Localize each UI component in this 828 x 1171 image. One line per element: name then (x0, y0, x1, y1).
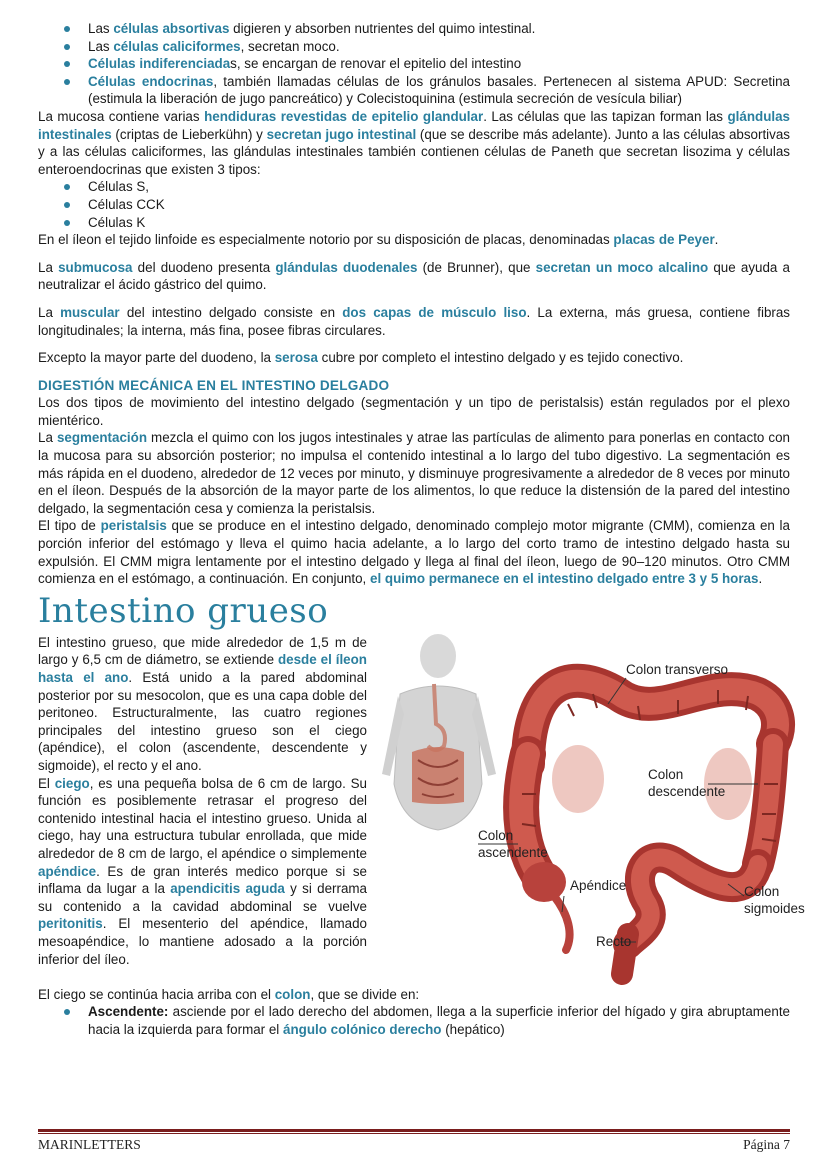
label-colon-descendente-2: descendente (648, 783, 726, 799)
label-colon-sigmoides-1: Colon (744, 883, 780, 899)
paragraph-segmentacion: La segmentación mezcla el quimo con los jugos intestinales y atrae las partículas de alimento para ponerlas en contacto con la mucosa para su absorción posterior; no impulsa el contenido intestinal a lo largo del tubo digestivo. La segmentación es más rápida en el duodeno, alrededor de 12 veces por minuto, y disminuye progresivamente a alrededor de 8 veces por minuto en el íleon. Después de la absorción de la mayor parte de los alimentos, lo que reduce la distensión de la pared del intestino delgado, la segmentación cesa y comienza la peristalsis. (38, 430, 791, 516)
list-item: Células endocrinas, también llamadas células de los gránulos basales. Pertenecen al sistema APUD: Secretina (estimula la liberación de jugo pancreático) y Colecistoquinina (estimula secreción de vesícula biliar) (88, 73, 790, 107)
text-column (38, 634, 367, 968)
label-colon-transverso: Colon transverso (626, 661, 729, 677)
list-item: Células indiferenciadas, se encargan de renovar el epitelio del intestino (88, 55, 790, 73)
section-heading: DIGESTIÓN MECÁNICA EN EL INTESTINO DELGADO (38, 377, 390, 393)
cell-type-list (38, 178, 790, 231)
colon-diagram (378, 634, 805, 984)
paragraph-ileon: En el íleon el tejido linfoide es especialmente notorio por su disposición de placas, denominadas placas de Peyer. (38, 232, 719, 248)
paragraph-digestion-1: Los dos tipos de movimiento del intestino delgado (segmentación y un tipo de peristalsis) están regulados por el plexo mientérico. (38, 395, 790, 428)
large-intestine-icon (521, 681, 778, 974)
paragraph-muscular: La muscular del intestino delgado consiste en dos capas de músculo liso. La externa, más gruesa, contiene fibras longitudinales; la interna, más fina, posee fibras circulares. (38, 304, 790, 338)
footer-brand: MARINLETTERS (38, 1137, 141, 1152)
colon-parts-list (38, 1003, 790, 1038)
paragraph-serosa: Excepto la mayor parte del duodeno, la serosa cubre por completo el intestino delgado y es tejido conectivo. (38, 350, 684, 366)
label-colon-ascendente-1: Colon (478, 827, 514, 843)
intestino-grueso-section (38, 634, 805, 986)
list-item: Ascendente: asciende por el lado derecho del abdomen, llega a la superficie inferior del hígado y gira abruptamente hacia la izquierda para formar el ángulo colónico derecho (hepático) (88, 1004, 790, 1037)
label-colon-sigmoides-2: sigmoides (744, 900, 805, 916)
page-title: Intestino grueso (38, 590, 329, 631)
cell-list-top (38, 20, 790, 108)
paragraph-grueso-1: El intestino grueso, que mide alrededor de 1,5 m de largo y 6,5 cm de diámetro, se extiende desde el íleon hasta el ano. Está unido a la pared abdominal posterior por su mesocolon, que es una capa doble del peritoneo. Estructuralmente, las cuatro regiones principales del intestino grueso son el ciego (apéndice), el colon (ascendente, descendente y sigmoide), el recto y el ano. (38, 634, 367, 773)
page-number: Página 7 (743, 1137, 790, 1152)
label-recto: Recto (596, 933, 632, 949)
list-item: Células S, (88, 178, 790, 196)
body-silhouette-icon (382, 634, 496, 830)
colon-illustration (378, 634, 805, 984)
label-colon-descendente-1: Colon (648, 766, 684, 782)
paragraph-submucosa: La submucosa del duodeno presenta glándulas duodenales (de Brunner), que secretan un moco alcalino que ayuda a neutralizar el ácido gástrico del quimo. (38, 259, 790, 293)
list-item: Las células caliciformes, secretan moco. (88, 38, 790, 56)
label-apendice: Apéndice (570, 877, 627, 893)
footer-rule-thin (38, 1133, 790, 1134)
page-content (38, 20, 805, 1039)
list-item: Las células absortivas digieren y absorben nutrientes del quimo intestinal. (88, 20, 790, 38)
list-item: Células K (88, 214, 790, 232)
paragraph-ciego: El ciego, es una pequeña bolsa de 6 cm de largo. Su función es posiblemente retrasar el progreso del contenido intestinal hacia el intestino grueso. Unida al ciego, hay una estructura tubular enrollada, que mide alrededor de 8 cm de largo, el apéndice o simplemente apéndice. Es de gran interés medico porque si se inflama da lugar a la apendicitis aguda y si derrama su contenido a la cavidad abdominal se vuelve peritonitis. El mesenterio del apéndice, llamado mesoapéndice, lo mantiene adosado a la porción inferior del íleo. (38, 775, 368, 967)
paragraph-colon: El ciego se continúa hacia arriba con el colon, que se divide en: (38, 986, 420, 1002)
footer-rule (38, 1129, 790, 1132)
list-item: Células CCK (88, 196, 790, 214)
paragraph-mucosa: La mucosa contiene varias hendiduras revestidas de epitelio glandular. Las células que las tapizan forman las glándulas intestinales (criptas de Lieberkühn) y secretan jugo intestinal (que se describe más adelante). Junto a las células absortivas y a las células caliciformes, las glándulas intestinales también contienen células de Paneth que secretan lisozima y células enteroendocrinas que existen 3 tipos: (38, 108, 790, 177)
label-colon-ascendente-2: ascendente (478, 844, 548, 860)
paragraph-peristalsis: El tipo de peristalsis que se produce en el intestino delgado, denominado complejo motor migrante (CMM), comienza en la porción inferior del estómago y lleva el quimo hacia adelante, a lo largo del corto tramo de intestino delgado hasta su expulsión. El CMM migra lentamente por el intestino delgado y llega al final del íleon, luego de 90–120 minutos. Otro CMM comienza en el estómago, a continuación. En conjunto, el quimo permanece en el intestino delgado entre 3 y 5 horas. (38, 518, 790, 587)
